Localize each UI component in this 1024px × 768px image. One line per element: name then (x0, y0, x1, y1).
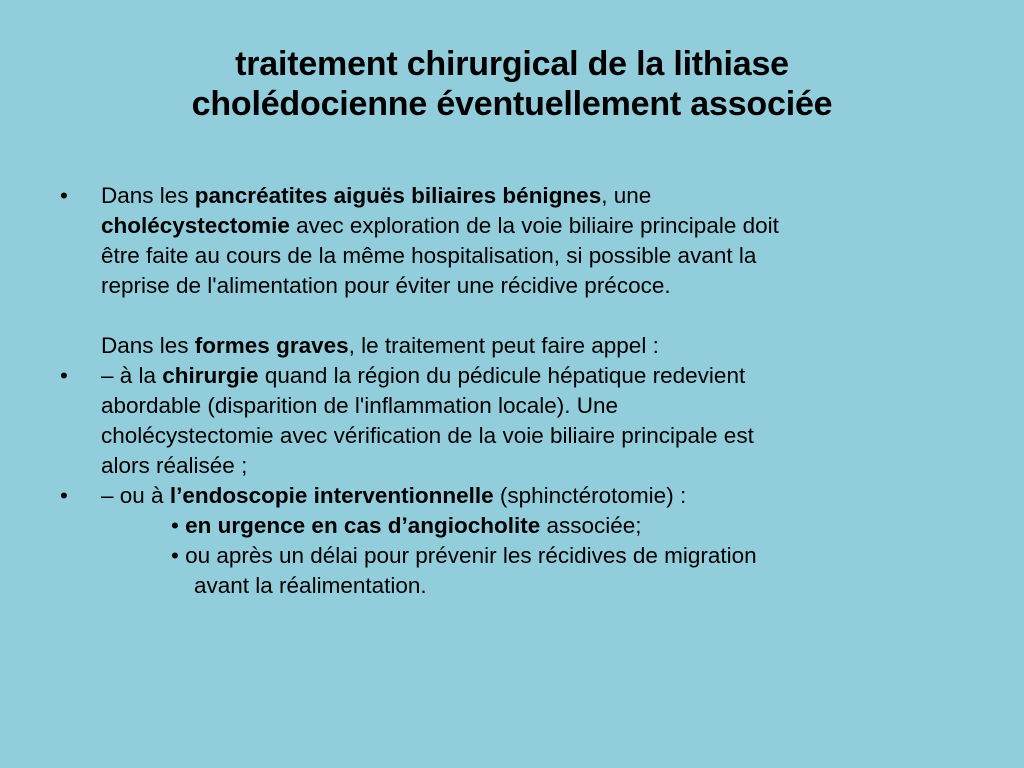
sub-item-delai: • ou après un délai pour prévenir les récidives de migration (171, 543, 757, 568)
emphasis-endoscopie: l’endoscopie interventionnelle (169, 483, 494, 508)
bullet-pancreatites (60, 181, 980, 301)
text-run: – ou à (101, 483, 170, 508)
emphasis-cholecystectomie: cholécystectomie (101, 213, 290, 238)
bullet-chirurgie (60, 361, 980, 481)
text-line: alors réalisée ; (101, 453, 248, 478)
sub-item-urgence (101, 511, 980, 541)
paragraph-formes-graves (60, 331, 980, 361)
text-run: , une (601, 183, 652, 208)
text-line: abordable (disparition de l'inflammation locale). Une (101, 393, 619, 418)
emphasis-angiocholite: en urgence en cas d’angiocholite (185, 513, 541, 538)
text-run: , le traitement peut faire appel : (348, 333, 659, 358)
text-run: (sphinctérotomie) : (493, 483, 687, 508)
text-line (101, 481, 980, 511)
text-line: cholécystectomie avec vérification de la voie biliaire principale est (101, 423, 754, 448)
paragraph-gap (60, 301, 980, 331)
sub-item-delai-continuation: avant la réalimentation. (194, 573, 427, 598)
text-line: reprise de l'alimentation pour éviter une récidive précoce. (101, 273, 671, 298)
text-run: • (171, 513, 186, 538)
text-run: Dans les (101, 333, 195, 358)
emphasis-pancreatites: pancréatites aiguës biliaires bénignes (194, 183, 602, 208)
text-run: avec exploration de la voie biliaire principale doit (289, 213, 779, 238)
slide-body (60, 181, 980, 601)
text-line (101, 211, 980, 241)
bullet-endoscopie (60, 481, 980, 601)
title-line-1: traitement chirurgical de la lithiase (235, 45, 789, 83)
text-run: quand la région du pédicule hépatique redevient (258, 363, 746, 388)
text-run: – à la (101, 363, 163, 388)
emphasis-formes-graves: formes graves (194, 333, 349, 358)
bullet-icon: • (60, 483, 68, 508)
text-line: être faite au cours de la même hospitalisation, si possible avant la (101, 243, 757, 268)
emphasis-chirurgie: chirurgie (162, 363, 259, 388)
text-line (101, 331, 980, 361)
text-line (101, 181, 980, 211)
bullet-icon: • (60, 363, 68, 388)
title-line-2: cholédocienne éventuellement associée (191, 85, 833, 123)
slide-title (60, 44, 964, 124)
text-run: associée; (540, 513, 642, 538)
text-run: Dans les (101, 183, 195, 208)
bullet-icon: • (60, 183, 68, 208)
text-line (101, 361, 980, 391)
